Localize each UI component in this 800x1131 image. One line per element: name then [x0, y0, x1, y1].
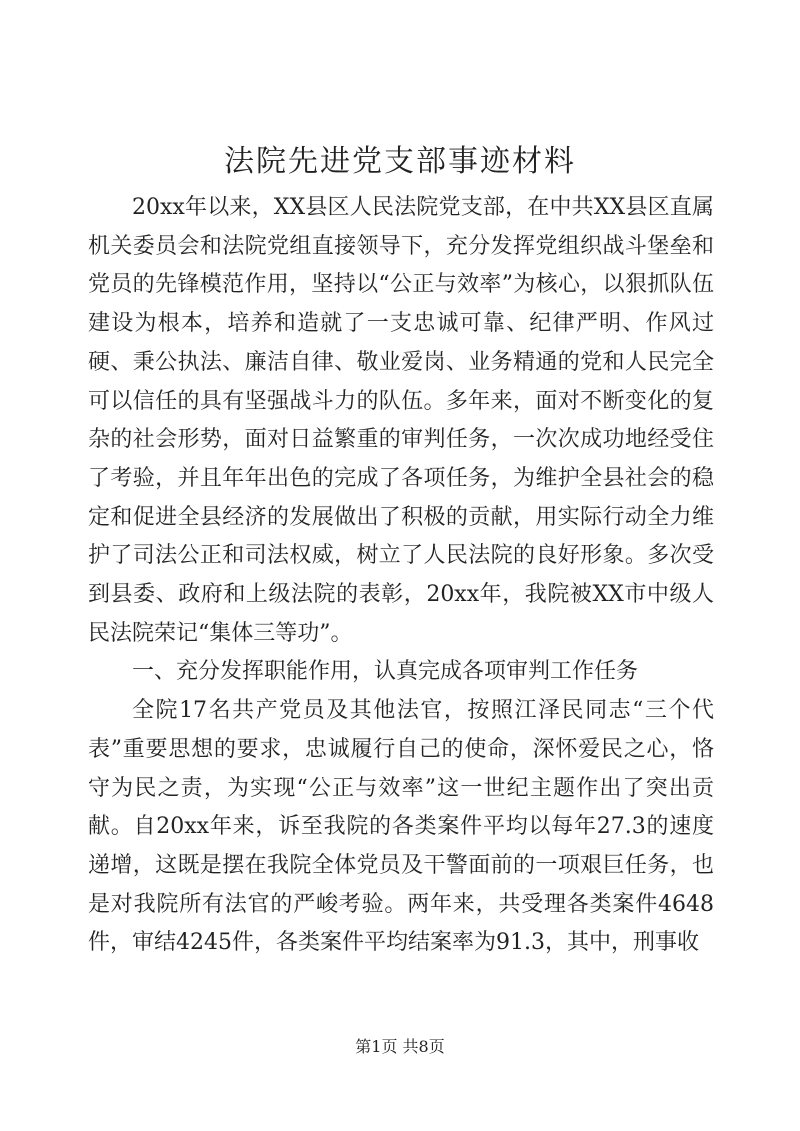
document-body	[88, 189, 714, 963]
intro-paragraph: 20xx年以来，XX县区人民法院党支部，在中共XX县区直属机关委员会和法院党组直接领导下，充分发挥党组织战斗堡垒和党员的先锋模范作用，坚持以“公正与效率”为核心，以狠抓队伍建设为根本，培养和造就了一支忠诚可靠、纪律严明、作风过硬、秉公执法、廉洁自律、敬业爱岗、业务精通的党和人民完全可以信任的具有坚强战斗力的队伍。多年来，面对不断变化的复杂的社会形势，面对日益繁重的审判任务，一次次成功地经受住了考验，并且年年出色的完成了各项任务，为维护全县社会的稳定和促进全县经济的发展做出了积极的贡献，用实际行动全力维护了司法公正和司法权威，树立了人民法院的良好形象。多次受到县委、政府和上级法院的表彰，20xx年，我院被XX市中级人民法院荣记“集体三等功”。	[88, 195, 714, 646]
document-title: 法院先进党支部事迹材料	[224, 144, 576, 179]
section-paragraph-1: 全院17名共产党员及其他法官，按照江泽民同志“三个代表”重要思想的要求，忠诚履行自己的使命，深怀爱民之心，恪守为民之责，为实现“公正与效率”这一世纪主题作出了突出贡献。自20xx年来，诉至我院的各类案件平均以每年27.3的速度递增，这既是摆在我院全体党员及干警面前的一项艰巨任务，也是对我院所有法官的严峻考验。两年来，共受理各类案件4648件，审结4245件，各类案件平均结案率为91.3，其中，刑事收	[88, 698, 714, 956]
section-heading-1: 一、充分发挥职能作用，认真完成各项审判工作任务	[132, 659, 639, 685]
page-footer: 第1页 共8页	[355, 1037, 445, 1056]
